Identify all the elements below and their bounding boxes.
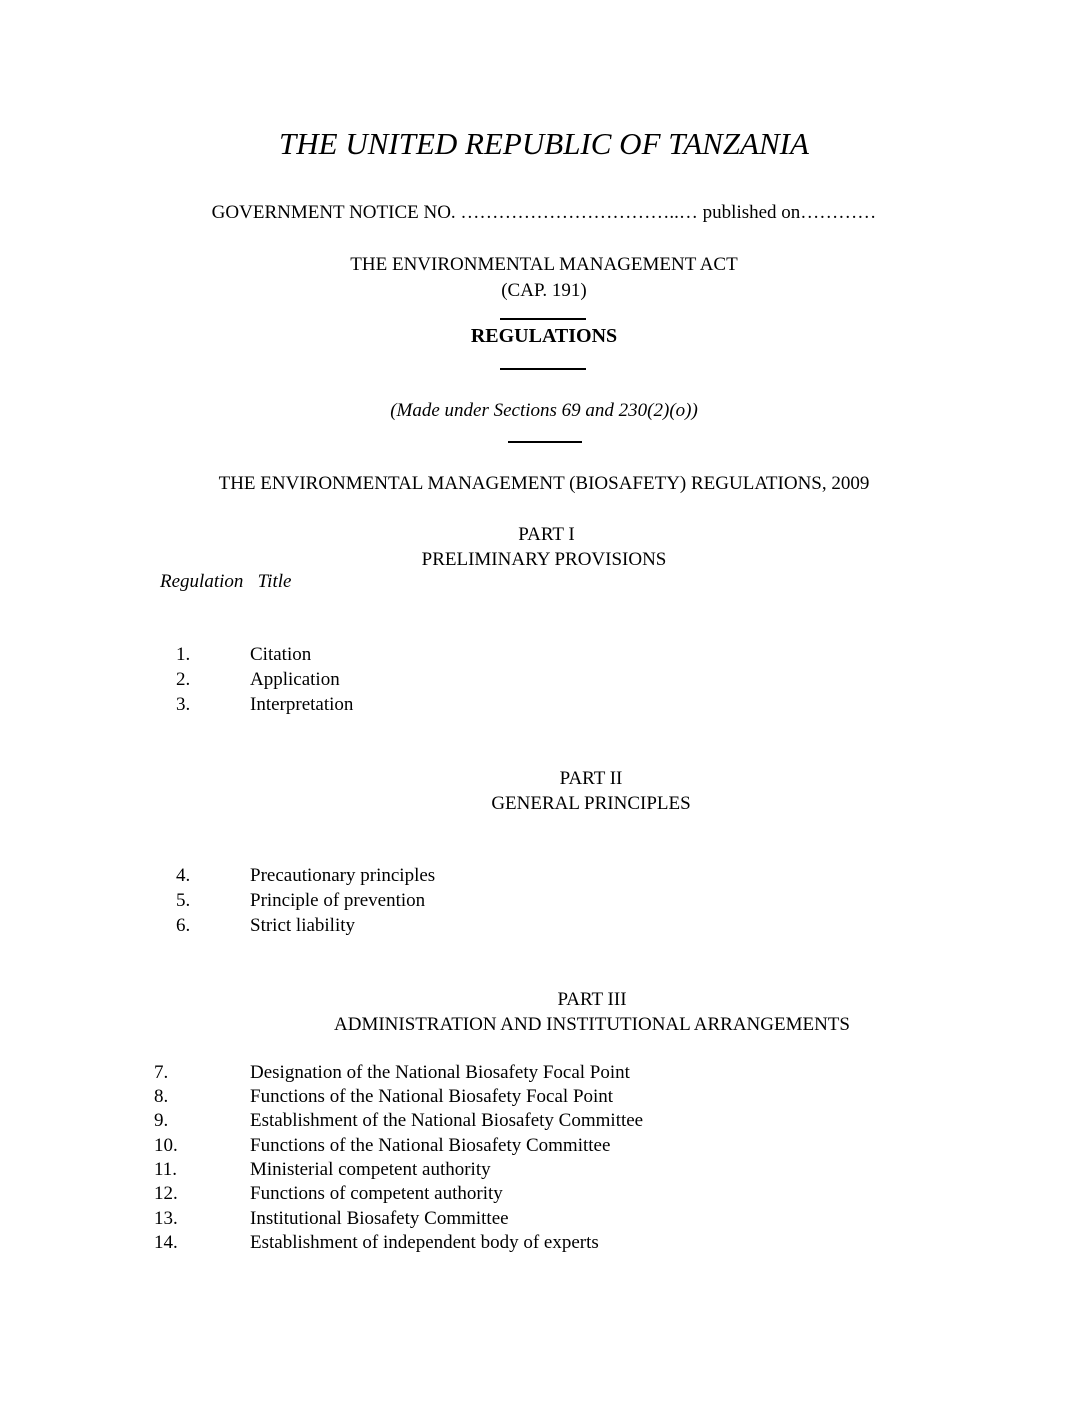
part-heading: PRELIMINARY PROVISIONS <box>421 549 667 570</box>
item-title: Functions of competent authority <box>250 1183 503 1204</box>
item-title: Interpretation <box>250 694 354 715</box>
list-item <box>0 890 1088 915</box>
item-title: Ministerial competent authority <box>250 1159 491 1180</box>
part-header <box>0 987 1088 1037</box>
part-heading: ADMINISTRATION AND INSTITUTIONAL ARRANGEMENTS <box>334 1014 850 1035</box>
divider <box>508 441 582 443</box>
item-title: Institutional Biosafety Committee <box>250 1208 509 1229</box>
item-number: 12. <box>154 1183 178 1204</box>
item-number: 9. <box>154 1110 169 1131</box>
column-regulation: Regulation <box>160 571 244 592</box>
item-number: 1. <box>176 644 191 665</box>
item-number: 4. <box>176 865 191 886</box>
act-cap: (CAP. 191) <box>501 280 587 301</box>
list-item <box>0 1183 1088 1208</box>
item-number: 6. <box>176 915 191 936</box>
item-title: Citation <box>250 644 312 665</box>
list-item <box>0 669 1088 694</box>
list-item <box>0 1159 1088 1184</box>
part-label: PART III <box>557 989 627 1010</box>
list-item <box>0 1062 1088 1087</box>
item-number: 2. <box>176 669 191 690</box>
item-number: 7. <box>154 1062 169 1083</box>
part-label: PART II <box>559 768 623 789</box>
act-block <box>0 252 1088 304</box>
item-title: Application <box>250 669 340 690</box>
government-notice-line: GOVERNMENT NOTICE NO. ……………………………..… published on………… <box>211 202 877 223</box>
divider <box>500 318 586 320</box>
item-title: Functions of the National Biosafety Focal Point <box>250 1086 614 1107</box>
list-item <box>0 1086 1088 1111</box>
list-item <box>0 644 1088 669</box>
part-heading: GENERAL PRINCIPLES <box>491 793 691 814</box>
item-number: 14. <box>154 1232 178 1253</box>
list-item <box>0 1232 1088 1257</box>
item-number: 13. <box>154 1208 178 1229</box>
item-title: Designation of the National Biosafety Focal Point <box>250 1062 630 1083</box>
item-title: Establishment of the National Biosafety Committee <box>250 1110 644 1131</box>
item-number: 10. <box>154 1135 178 1156</box>
list-item <box>0 915 1088 940</box>
part-label: PART I <box>518 524 575 545</box>
item-title: Establishment of independent body of experts <box>250 1232 599 1253</box>
regulations-heading: REGULATIONS <box>470 325 618 347</box>
item-number: 5. <box>176 890 191 911</box>
made-under-note: (Made under Sections 69 and 230(2)(o)) <box>390 400 698 421</box>
item-title: Strict liability <box>250 915 356 936</box>
column-title: Title <box>257 571 292 592</box>
act-name: THE ENVIRONMENTAL MANAGEMENT ACT <box>350 254 738 275</box>
item-title: Precautionary principles <box>250 865 436 886</box>
item-title: Functions of the National Biosafety Committee <box>250 1135 611 1156</box>
country-title: THE UNITED REPUBLIC OF TANZANIA <box>279 126 809 161</box>
regulations-title: THE ENVIRONMENTAL MANAGEMENT (BIOSAFETY) REGULATIONS, 2009 <box>218 473 870 494</box>
list-item <box>0 1135 1088 1160</box>
list-item <box>0 865 1088 890</box>
divider <box>500 368 586 370</box>
list-item <box>0 694 1088 719</box>
item-title: Principle of prevention <box>250 890 426 911</box>
part-header <box>0 766 1088 816</box>
item-number: 11. <box>154 1159 178 1180</box>
column-header <box>160 571 291 593</box>
list-item <box>0 1208 1088 1233</box>
part-header <box>0 522 1088 572</box>
item-number: 3. <box>176 694 191 715</box>
list-item <box>0 1110 1088 1135</box>
item-number: 8. <box>154 1086 169 1107</box>
